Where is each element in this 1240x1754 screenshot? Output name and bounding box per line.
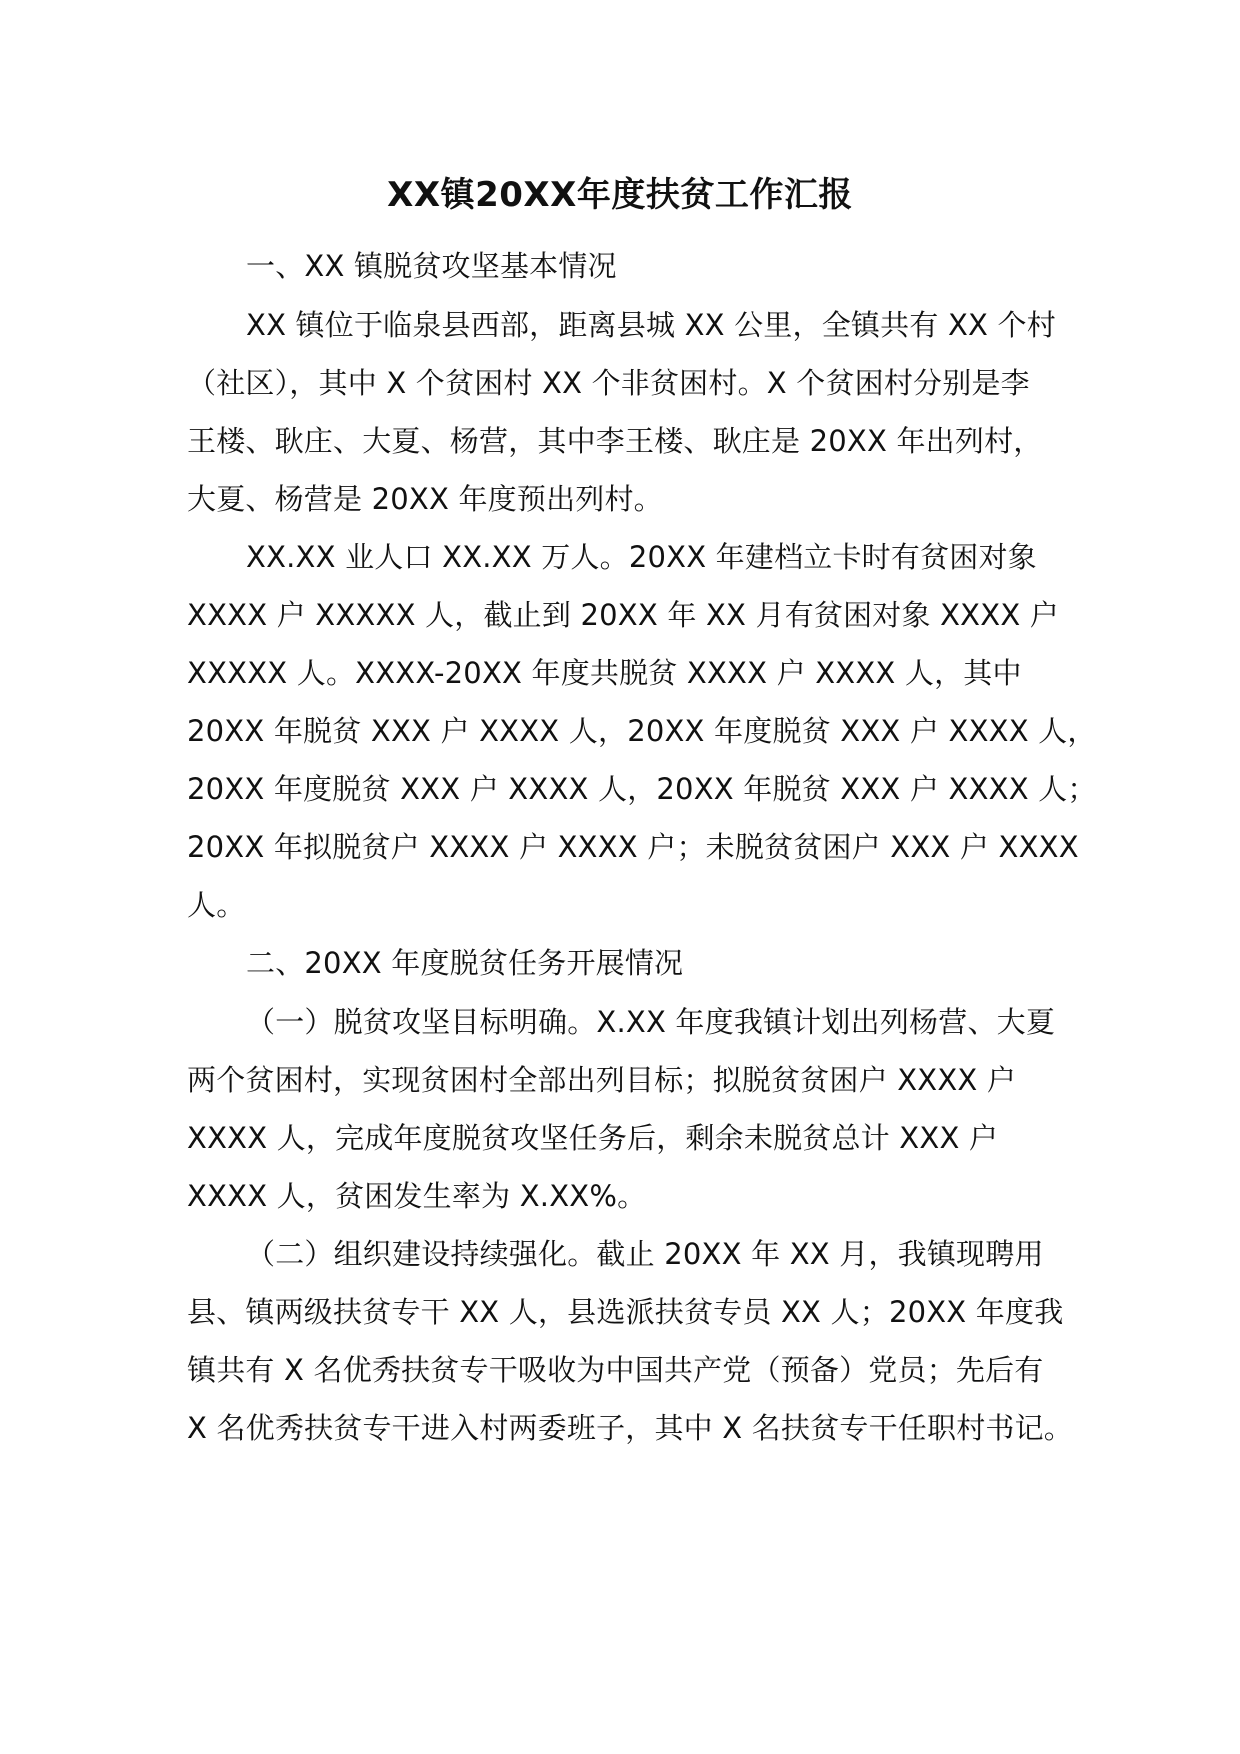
paragraph-line: 两个贫困村，实现贫困村全部出列目标；拟脱贫贫困户 XXXX 户 [187,1063,1017,1097]
paragraph-line: XXXX 户 XXXXX 人，截止到 20XX 年 XX 月有贫困对象 XXXX 户 [187,598,1060,632]
document-title: XX镇20XX年度扶贫工作汇报 [387,175,853,215]
section-heading-1: 一、XX 镇脱贫攻坚基本情况 [246,249,617,283]
paragraph-line: （社区），其中 X 个贫困村 XX 个非贫困村。X 个贫困村分别是李 [187,366,1030,400]
paragraph-line: XX 镇位于临泉县西部，距离县城 XX 公里，全镇共有 XX 个村 [246,308,1056,342]
section-heading-2: 二、20XX 年度脱贫任务开展情况 [246,946,684,980]
paragraph-line: （一）脱贫攻坚目标明确。X.XX 年度我镇计划出列杨营、大夏 [246,1005,1056,1039]
paragraph-line: X 名优秀扶贫专干进入村两委班子，其中 X 名扶贫专干任职村书记。 [187,1411,1073,1445]
paragraph-line: XX.XX 业人口 XX.XX 万人。20XX 年建档立卡时有贫困对象 [246,540,1037,574]
paragraph-line: 王楼、耿庄、大夏、杨营，其中李王楼、耿庄是 20XX 年出列村， [187,424,1043,458]
paragraph-line: （二）组织建设持续强化。截止 20XX 年 XX 月，我镇现聘用 [246,1237,1044,1271]
paragraph-line: XXXX 人，完成年度脱贫攻坚任务后，剩余未脱贫总计 XXX 户 [187,1121,999,1155]
paragraph-line: 县、镇两级扶贫专干 XX 人，县选派扶贫专员 XX 人；20XX 年度我 [187,1295,1064,1329]
paragraph-line: 20XX 年脱贫 XXX 户 XXXX 人，20XX 年度脱贫 XXX 户 XXXX 人， [187,714,1097,748]
paragraph-line: 镇共有 X 名优秀扶贫专干吸收为中国共产党（预备）党员；先后有 [187,1353,1044,1387]
paragraph-line: 20XX 年拟脱贫户 XXXX 户 XXXX 户；未脱贫贫困户 XXX 户 XXXX [187,830,1079,864]
paragraph-line: XXXXX 人。XXXX-20XX 年度共脱贫 XXXX 户 XXXX 人，其中 [187,656,1022,690]
paragraph-line: 大夏、杨营是 20XX 年度预出列村。 [187,482,663,516]
paragraph-line: 20XX 年度脱贫 XXX 户 XXXX 人，20XX 年脱贫 XXX 户 XXXX 人； [187,772,1097,806]
paragraph-line: 人。 [187,888,246,922]
paragraph-line: XXXX 人，贫困发生率为 X.XX%。 [187,1179,647,1213]
